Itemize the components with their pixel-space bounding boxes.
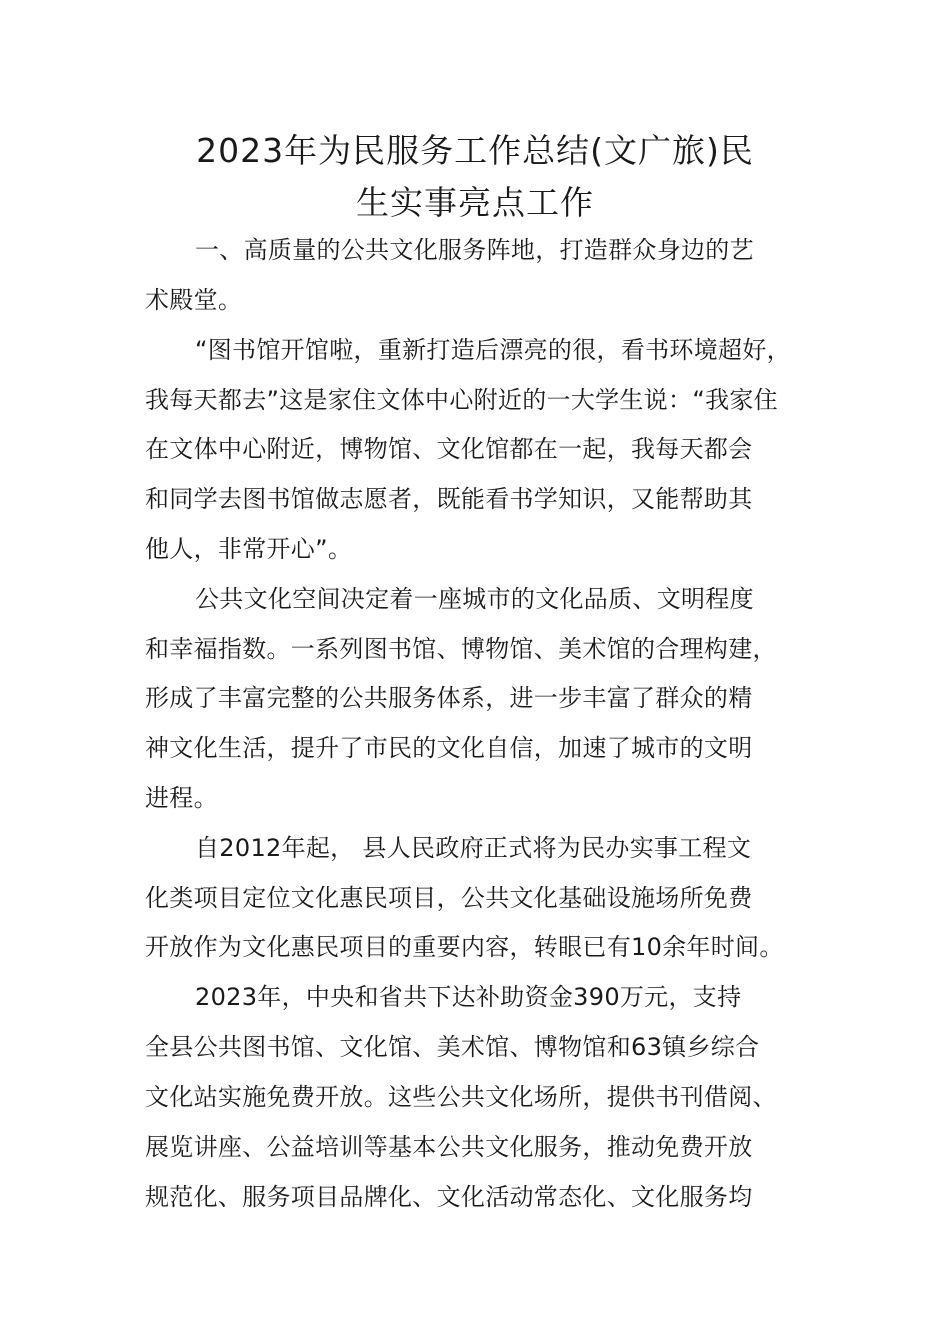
- paragraph-1-line-1: “图书馆开馆啦，重新打造后漂亮的很，看书环境超好，: [195, 336, 791, 364]
- paragraph-1-line-5: 他人，非常开心”。: [145, 535, 353, 563]
- paragraph-4-line-1: 2023年，中央和省共下达补助资金390万元，支持: [195, 983, 742, 1011]
- paragraph-3-line-2: 化类项目定位文化惠民项目，公共文化基础设施场所免费: [145, 884, 753, 912]
- paragraph-2-line-5: 进程。: [145, 784, 218, 812]
- paragraph-2-line-4: 神文化生活，提升了市民的文化自信，加速了城市的文明: [145, 734, 753, 762]
- paragraph-2-line-3: 形成了丰富完整的公共服务体系，进一步丰富了群众的精: [145, 684, 753, 712]
- document-title-line-2: 生实事亮点工作: [356, 183, 594, 222]
- paragraph-2-line-2: 和幸福指数。一系列图书馆、博物馆、美术馆的合理构建，: [145, 635, 777, 663]
- paragraph-4-line-4: 展览讲座、公益培训等基本公共文化服务，推动免费开放: [145, 1133, 753, 1161]
- paragraph-4-line-3: 文化站实施免费开放。这些公共文化场所，提供书刊借阅、: [145, 1083, 777, 1111]
- paragraph-4-line-5: 规范化、服务项目品牌化、文化活动常态化、文化服务均: [145, 1183, 753, 1211]
- document-title-line-1: 2023年为民服务工作总结(文广旅)民: [196, 131, 754, 170]
- paragraph-3-line-1: 自2012年起， 县人民政府正式将为民办实事工程文: [195, 834, 752, 862]
- paragraph-3-line-3: 开放作为文化惠民项目的重要内容，转眼已有10余年时间。: [145, 933, 784, 961]
- paragraph-1-line-3: 在文体中心附近，博物馆、文化馆都在一起，我每天都会: [145, 435, 753, 463]
- paragraph-2-line-1: 公共文化空间决定着一座城市的文化品质、文明程度: [195, 585, 754, 613]
- section-heading-line-2: 术殿堂。: [145, 286, 243, 314]
- section-heading-line-1: 一、高质量的公共文化服务阵地，打造群众身边的艺: [195, 236, 754, 264]
- paragraph-4-line-2: 全县公共图书馆、文化馆、美术馆、博物馆和63镇乡综合: [145, 1033, 760, 1061]
- paragraph-1-line-2: 我每天都去”这是家住文体中心附近的一大学生说：“我家住: [145, 386, 778, 414]
- paragraph-1-line-4: 和同学去图书馆做志愿者，既能看书学知识，又能帮助其: [145, 485, 753, 513]
